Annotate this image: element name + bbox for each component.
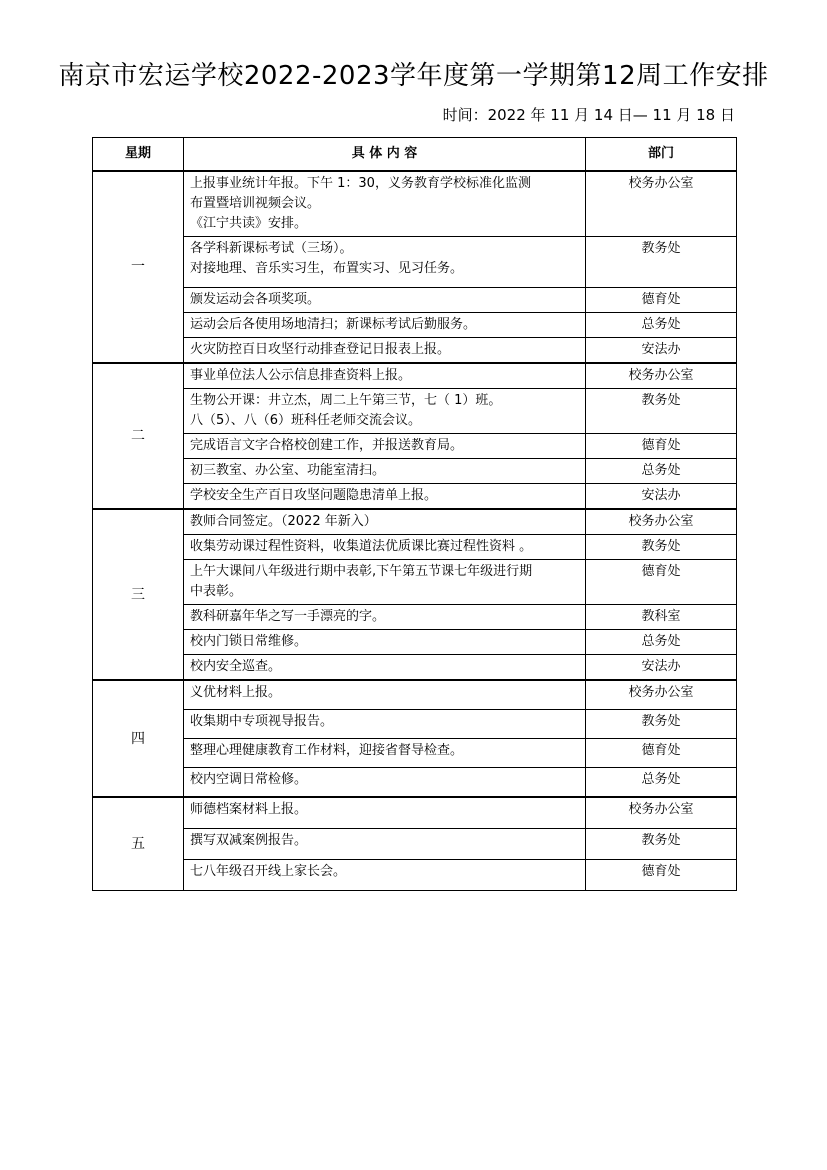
dept-cell: 校务办公室 — [586, 171, 737, 237]
content-line: 撰写双减案例报告。 — [190, 833, 308, 848]
table-row — [93, 860, 737, 891]
content-cell — [184, 459, 586, 484]
content-line: 校内门锁日常维修。 — [190, 634, 308, 649]
content-line: 火灾防控百日攻坚行动排查登记日报表上报。 — [190, 342, 451, 357]
table-row — [93, 655, 737, 681]
schedule-body — [93, 171, 737, 891]
content-cell — [184, 535, 586, 560]
content-line: 师德档案材料上报。 — [190, 802, 308, 817]
content-line: 运动会后各使用场地清扫；新课标考试后勤服务。 — [190, 317, 477, 332]
content-line: 对接地理、音乐实习生，布置实习、见习任务。 — [190, 261, 464, 276]
content-cell — [184, 363, 586, 389]
dept-cell: 校务办公室 — [586, 363, 737, 389]
content-line: 上报事业统计年报。下午 1：30，义务教育学校标准化监测 — [190, 176, 531, 191]
dept-cell: 教务处 — [586, 237, 737, 288]
dept-cell: 教务处 — [586, 535, 737, 560]
table-row — [93, 363, 737, 389]
content-cell — [184, 710, 586, 739]
content-cell — [184, 739, 586, 768]
dept-cell: 德育处 — [586, 739, 737, 768]
day-cell: 三 — [93, 509, 184, 680]
header-content: 具 体 内 容 — [184, 138, 586, 172]
content-cell — [184, 237, 586, 288]
table-row — [93, 535, 737, 560]
table-row — [93, 680, 737, 710]
content-cell — [184, 630, 586, 655]
content-cell — [184, 389, 586, 434]
content-line: 七八年级召开线上家长会。 — [190, 864, 347, 879]
table-row — [93, 509, 737, 535]
dept-cell: 安法办 — [586, 338, 737, 364]
dept-cell: 教务处 — [586, 710, 737, 739]
day-cell: 四 — [93, 680, 184, 797]
content-line: 中表彰。 — [190, 584, 243, 599]
content-cell — [184, 829, 586, 860]
header-day: 星期 — [93, 138, 184, 172]
table-row — [93, 338, 737, 364]
dept-cell: 德育处 — [586, 288, 737, 313]
content-cell — [184, 680, 586, 710]
content-line: 学校安全生产百日攻坚问题隐患清单上报。 — [190, 488, 438, 503]
dept-cell: 总务处 — [586, 630, 737, 655]
dept-cell: 校务办公室 — [586, 509, 737, 535]
day-cell: 一 — [93, 171, 184, 363]
content-cell — [184, 288, 586, 313]
table-row — [93, 605, 737, 630]
table-row — [93, 710, 737, 739]
day-cell: 二 — [93, 363, 184, 509]
dept-cell: 教科室 — [586, 605, 737, 630]
table-row — [93, 797, 737, 829]
dept-cell: 总务处 — [586, 768, 737, 798]
content-line: 校内空调日常检修。 — [190, 772, 308, 787]
content-line: 初三教室、办公室、功能室清扫。 — [190, 463, 386, 478]
content-cell — [184, 768, 586, 798]
content-line: 事业单位法人公示信息排查资料上报。 — [190, 368, 412, 383]
content-line: 八（5）、八（6）班科任老师交流会议。 — [190, 413, 422, 428]
header-row — [93, 138, 737, 172]
dept-cell: 德育处 — [586, 434, 737, 459]
content-cell — [184, 797, 586, 829]
content-cell — [184, 655, 586, 681]
table-row — [93, 171, 737, 237]
content-cell — [184, 560, 586, 605]
table-row — [93, 434, 737, 459]
table-row — [93, 313, 737, 338]
day-cell: 五 — [93, 797, 184, 891]
table-row — [93, 389, 737, 434]
content-line: 《江宁共读》安排。 — [190, 216, 308, 231]
content-line: 整理心理健康教育工作材料，迎接省督导检查。 — [190, 743, 464, 758]
content-line: 义优材料上报。 — [190, 685, 282, 700]
content-line: 上午大课间八年级进行期中表彰,下午第五节课七年级进行期 — [190, 564, 533, 579]
table-row — [93, 829, 737, 860]
content-cell — [184, 509, 586, 535]
table-row — [93, 288, 737, 313]
content-line: 完成语言文字合格校创建工作，并报送教育局。 — [190, 438, 464, 453]
schedule-table — [92, 137, 737, 891]
dept-cell: 德育处 — [586, 860, 737, 891]
dept-cell: 安法办 — [586, 655, 737, 681]
content-line: 颁发运动会各项奖项。 — [190, 292, 321, 307]
dept-cell: 总务处 — [586, 459, 737, 484]
content-cell — [184, 484, 586, 510]
content-line: 布置暨培训视频会议。 — [190, 196, 321, 211]
content-cell — [184, 171, 586, 237]
table-row — [93, 237, 737, 288]
content-line: 收集劳动课过程性资料，收集道法优质课比赛过程性资料 。 — [190, 539, 533, 554]
table-row — [93, 484, 737, 510]
content-line: 生物公开课：井立杰，周二上午第三节，七（ 1）班。 — [190, 393, 502, 408]
content-line: 校内安全巡查。 — [190, 659, 282, 674]
table-row — [93, 560, 737, 605]
dept-cell: 校务办公室 — [586, 797, 737, 829]
content-line: 教师合同签定。（2022 年新入） — [190, 514, 377, 529]
content-cell — [184, 605, 586, 630]
dept-cell: 安法办 — [586, 484, 737, 510]
dept-cell: 教务处 — [586, 389, 737, 434]
table-row — [93, 739, 737, 768]
page-title: 南京市宏运学校2022-2023学年度第一学期第12周工作安排 — [58, 61, 769, 91]
table-row — [93, 630, 737, 655]
dept-cell: 教务处 — [586, 829, 737, 860]
dept-cell: 总务处 — [586, 313, 737, 338]
content-cell — [184, 338, 586, 364]
dept-cell: 校务办公室 — [586, 680, 737, 710]
table-row — [93, 459, 737, 484]
content-line: 教科研嘉年华之写一手漂亮的字。 — [190, 609, 386, 624]
table-row — [93, 768, 737, 798]
date-range: 时间：2022 年 11 月 14 日— 11 月 18 日 — [442, 106, 735, 124]
content-cell — [184, 434, 586, 459]
dept-cell: 德育处 — [586, 560, 737, 605]
content-line: 收集期中专项视导报告。 — [190, 714, 334, 729]
content-line: 各学科新课标考试（三场）。 — [190, 241, 353, 256]
content-cell — [184, 860, 586, 891]
content-cell — [184, 313, 586, 338]
header-dept: 部门 — [586, 138, 737, 172]
